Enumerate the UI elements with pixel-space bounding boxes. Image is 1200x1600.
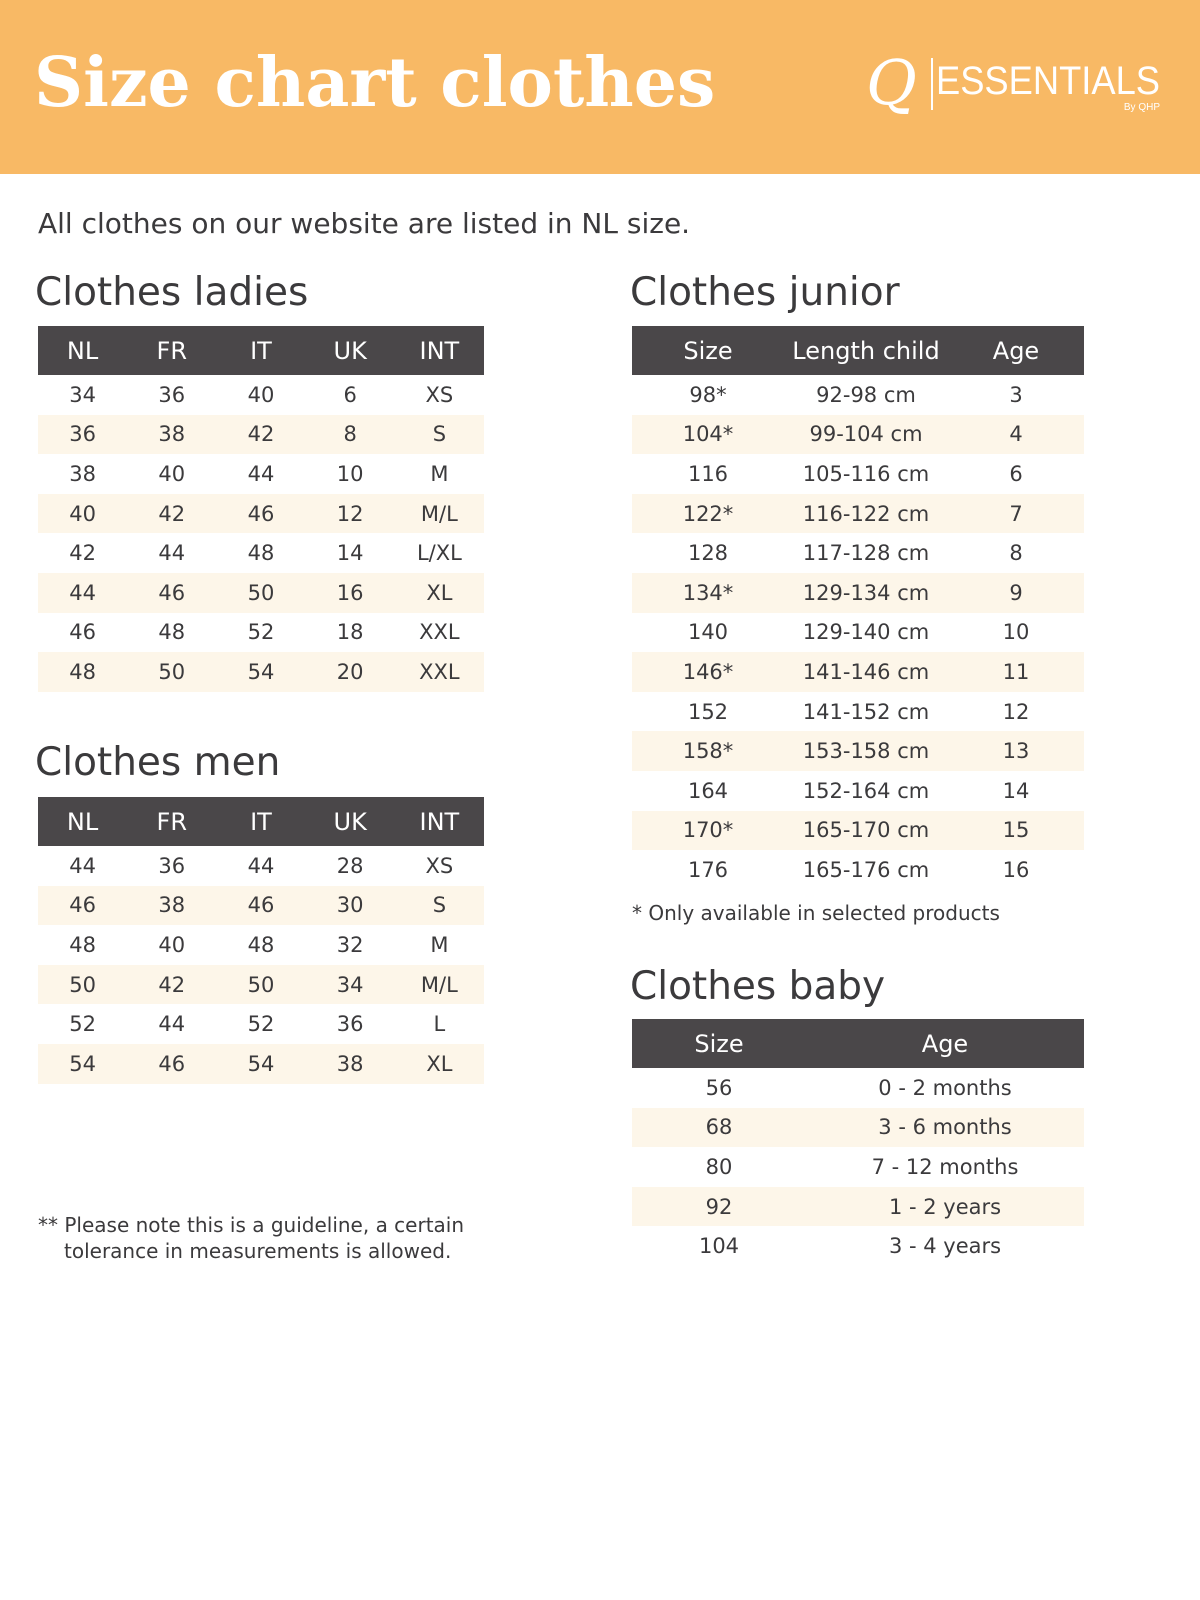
header-banner bbox=[0, 0, 1200, 174]
table-cell: 44 bbox=[158, 1012, 186, 1037]
table-row bbox=[632, 811, 1084, 851]
table-cell: 44 bbox=[158, 541, 186, 566]
table-cell: 42 bbox=[127, 965, 216, 1005]
table-cell: 46 bbox=[69, 620, 96, 645]
table-cell: 128 bbox=[687, 541, 729, 566]
table-cell: XL bbox=[395, 573, 484, 613]
column-header: UK bbox=[306, 326, 395, 375]
table-cell: 105-116 cm bbox=[802, 461, 930, 486]
table-cell: M bbox=[430, 461, 449, 486]
table-row bbox=[632, 850, 1084, 890]
table-cell: 46 bbox=[216, 494, 305, 534]
table-cell: 165-170 cm bbox=[784, 811, 948, 851]
column-header: Length child bbox=[784, 326, 948, 375]
table-cell: 6 bbox=[343, 382, 357, 407]
table-cell: S bbox=[395, 886, 484, 926]
table-cell: 36 bbox=[38, 415, 127, 455]
table-row bbox=[632, 494, 1084, 534]
table-cell: 48 bbox=[247, 541, 275, 566]
column-header: NL bbox=[38, 326, 127, 375]
column-header: FR bbox=[127, 797, 216, 846]
table-cell: 36 bbox=[158, 853, 186, 878]
table-row bbox=[632, 415, 1084, 455]
brand-logo-sub: By QHP bbox=[1123, 102, 1160, 113]
column-header: INT bbox=[395, 797, 484, 846]
table-row bbox=[632, 454, 1084, 494]
table-row bbox=[38, 573, 484, 613]
table-cell: 141-146 cm bbox=[784, 652, 948, 692]
table-cell: 38 bbox=[127, 415, 216, 455]
table-row bbox=[632, 1068, 1084, 1108]
table-row bbox=[632, 1108, 1084, 1148]
table-cell: 38 bbox=[306, 1044, 395, 1084]
table-cell: 50 bbox=[216, 573, 305, 613]
table-row bbox=[632, 1147, 1084, 1187]
table-cell: 44 bbox=[247, 853, 275, 878]
table-row bbox=[38, 965, 484, 1005]
table-cell: 15 bbox=[948, 811, 1084, 851]
table-cell: M/L bbox=[395, 494, 484, 534]
table-cell: 48 bbox=[69, 932, 96, 957]
table-cell: 146* bbox=[632, 652, 784, 692]
table-cell: 8 bbox=[1009, 541, 1023, 566]
table-cell: 10 bbox=[336, 461, 364, 486]
guideline-note-line2: tolerance in measurements is allowed. bbox=[64, 1239, 452, 1263]
table-cell: 44 bbox=[247, 461, 275, 486]
table-row bbox=[632, 1226, 1084, 1266]
table-row bbox=[38, 454, 484, 494]
table-cell: 68 bbox=[632, 1108, 806, 1148]
table-cell: 48 bbox=[158, 620, 186, 645]
table-cell: 10 bbox=[1002, 620, 1030, 645]
column-header: Size bbox=[632, 1019, 806, 1068]
table-row bbox=[38, 652, 484, 692]
table-cell: 92-98 cm bbox=[816, 382, 916, 407]
table-row bbox=[38, 925, 484, 965]
table-row bbox=[632, 573, 1084, 613]
table-cell: 34 bbox=[306, 965, 395, 1005]
column-header: Age bbox=[806, 1019, 1084, 1068]
table-header-row bbox=[632, 1019, 1084, 1068]
table-cell: 14 bbox=[1002, 778, 1030, 803]
column-header: Size bbox=[632, 326, 784, 375]
junior-title: Clothes junior bbox=[630, 270, 900, 315]
table-cell: 44 bbox=[69, 853, 96, 878]
brand-logo-letter: Q bbox=[866, 52, 917, 119]
guideline-note-line1: ** Please note this is a guideline, a certain bbox=[38, 1213, 465, 1237]
table-cell: 80 bbox=[705, 1154, 733, 1179]
table-cell: 99-104 cm bbox=[784, 415, 948, 455]
table-row bbox=[632, 375, 1084, 415]
table-cell: 9 bbox=[948, 573, 1084, 613]
table-row bbox=[38, 415, 484, 455]
column-header: UK bbox=[306, 797, 395, 846]
column-header: Age bbox=[948, 326, 1084, 375]
table-cell: 122* bbox=[632, 494, 784, 534]
table-header-row bbox=[38, 326, 484, 375]
baby-title: Clothes baby bbox=[630, 964, 886, 1009]
table-row bbox=[632, 1187, 1084, 1227]
table-cell: 46 bbox=[127, 1044, 216, 1084]
table-cell: 11 bbox=[948, 652, 1084, 692]
table-cell: 40 bbox=[158, 461, 186, 486]
table-cell: 3 - 4 years bbox=[888, 1234, 1002, 1259]
brand-logo bbox=[866, 52, 1176, 122]
table-cell: 40 bbox=[38, 494, 127, 534]
men-size-table bbox=[38, 797, 484, 1084]
brand-logo-name: ESSENTIALS bbox=[936, 59, 1160, 103]
table-cell: 129-134 cm bbox=[784, 573, 948, 613]
table-cell: 7 - 12 months bbox=[871, 1154, 1019, 1179]
table-cell: 18 bbox=[336, 620, 364, 645]
table-cell: 104* bbox=[632, 415, 784, 455]
table-cell: L bbox=[433, 1012, 446, 1037]
table-cell: 158* bbox=[632, 731, 784, 771]
table-cell: 54 bbox=[38, 1044, 127, 1084]
table-cell: 50 bbox=[216, 965, 305, 1005]
table-cell: 12 bbox=[1002, 699, 1030, 724]
table-cell: 141-152 cm bbox=[802, 699, 930, 724]
table-row bbox=[38, 1044, 484, 1084]
table-cell: 46 bbox=[38, 886, 127, 926]
page-title: Size chart clothes bbox=[34, 43, 716, 123]
table-cell: 176 bbox=[687, 857, 729, 882]
table-cell: 12 bbox=[306, 494, 395, 534]
table-cell: 153-158 cm bbox=[784, 731, 948, 771]
table-cell: 42 bbox=[69, 541, 96, 566]
junior-footnote: * Only available in selected products bbox=[632, 901, 1000, 925]
table-cell: 116-122 cm bbox=[784, 494, 948, 534]
table-row bbox=[632, 613, 1084, 653]
table-cell: 40 bbox=[247, 382, 275, 407]
table-cell: 0 - 2 months bbox=[878, 1075, 1012, 1100]
table-cell: XXL bbox=[395, 652, 484, 692]
table-cell: 3 - 6 months bbox=[806, 1108, 1084, 1148]
table-cell: 40 bbox=[158, 932, 186, 957]
table-cell: 28 bbox=[336, 853, 364, 878]
table-cell: 20 bbox=[306, 652, 395, 692]
table-row bbox=[632, 771, 1084, 811]
table-cell: 48 bbox=[247, 932, 275, 957]
table-row bbox=[38, 613, 484, 653]
table-cell: 92 bbox=[632, 1187, 806, 1227]
table-row bbox=[632, 731, 1084, 771]
table-cell: 104 bbox=[698, 1234, 740, 1259]
table-cell: 14 bbox=[336, 541, 364, 566]
ladies-size-table bbox=[38, 326, 484, 692]
table-row bbox=[38, 533, 484, 573]
table-cell: 38 bbox=[127, 886, 216, 926]
table-cell: 52 bbox=[69, 1012, 96, 1037]
junior-size-table bbox=[632, 326, 1084, 890]
table-cell: 98* bbox=[689, 382, 727, 407]
table-cell: 46 bbox=[216, 886, 305, 926]
table-cell: 1 - 2 years bbox=[806, 1187, 1084, 1227]
table-cell: 52 bbox=[247, 1012, 275, 1037]
table-row bbox=[38, 494, 484, 534]
table-cell: 36 bbox=[336, 1012, 364, 1037]
table-cell: 42 bbox=[216, 415, 305, 455]
table-cell: 34 bbox=[69, 382, 96, 407]
intro-text: All clothes on our website are listed in NL size. bbox=[38, 207, 691, 240]
table-cell: 7 bbox=[948, 494, 1084, 534]
table-cell: 30 bbox=[306, 886, 395, 926]
column-header: IT bbox=[216, 326, 305, 375]
table-row bbox=[632, 652, 1084, 692]
table-cell: 54 bbox=[216, 1044, 305, 1084]
table-cell: L/XL bbox=[416, 541, 462, 566]
table-row bbox=[632, 533, 1084, 573]
men-title: Clothes men bbox=[35, 740, 281, 785]
table-cell: 116 bbox=[687, 461, 729, 486]
table-cell: XXL bbox=[419, 620, 460, 645]
table-cell: 50 bbox=[127, 652, 216, 692]
table-cell: 4 bbox=[948, 415, 1084, 455]
table-cell: 56 bbox=[705, 1075, 733, 1100]
table-cell: 50 bbox=[38, 965, 127, 1005]
table-cell: 134* bbox=[632, 573, 784, 613]
table-row bbox=[38, 1004, 484, 1044]
table-cell: 165-176 cm bbox=[802, 857, 930, 882]
table-header-row bbox=[38, 797, 484, 846]
table-row bbox=[38, 375, 484, 415]
guideline-note bbox=[38, 1212, 464, 1264]
table-row bbox=[38, 846, 484, 886]
table-cell: 140 bbox=[687, 620, 729, 645]
ladies-title: Clothes ladies bbox=[35, 270, 309, 315]
column-header: FR bbox=[127, 326, 216, 375]
table-cell: 117-128 cm bbox=[802, 541, 930, 566]
table-cell: XS bbox=[425, 382, 454, 407]
table-cell: 16 bbox=[306, 573, 395, 613]
table-cell: 52 bbox=[247, 620, 275, 645]
table-cell: 3 bbox=[1009, 382, 1023, 407]
table-cell: 42 bbox=[127, 494, 216, 534]
baby-size-table bbox=[632, 1019, 1084, 1266]
table-cell: 13 bbox=[948, 731, 1084, 771]
table-cell: 32 bbox=[336, 932, 364, 957]
column-header: INT bbox=[395, 326, 484, 375]
table-cell: 36 bbox=[158, 382, 186, 407]
table-cell: M/L bbox=[395, 965, 484, 1005]
table-row bbox=[38, 886, 484, 926]
table-cell: M bbox=[430, 932, 449, 957]
column-header: NL bbox=[38, 797, 127, 846]
table-header-row bbox=[632, 326, 1084, 375]
table-cell: 6 bbox=[1009, 461, 1023, 486]
table-cell: 152-164 cm bbox=[802, 778, 930, 803]
column-header: IT bbox=[216, 797, 305, 846]
table-cell: 46 bbox=[127, 573, 216, 613]
table-cell: 54 bbox=[216, 652, 305, 692]
table-cell: 170* bbox=[632, 811, 784, 851]
table-cell: 16 bbox=[1002, 857, 1030, 882]
table-row bbox=[632, 692, 1084, 732]
table-cell: 152 bbox=[687, 699, 729, 724]
table-cell: XL bbox=[395, 1044, 484, 1084]
table-cell: S bbox=[395, 415, 484, 455]
table-cell: XS bbox=[425, 853, 454, 878]
table-cell: 164 bbox=[687, 778, 729, 803]
table-cell: 38 bbox=[69, 461, 96, 486]
table-cell: 129-140 cm bbox=[802, 620, 930, 645]
table-cell: 44 bbox=[38, 573, 127, 613]
table-cell: 48 bbox=[38, 652, 127, 692]
table-cell: 8 bbox=[306, 415, 395, 455]
